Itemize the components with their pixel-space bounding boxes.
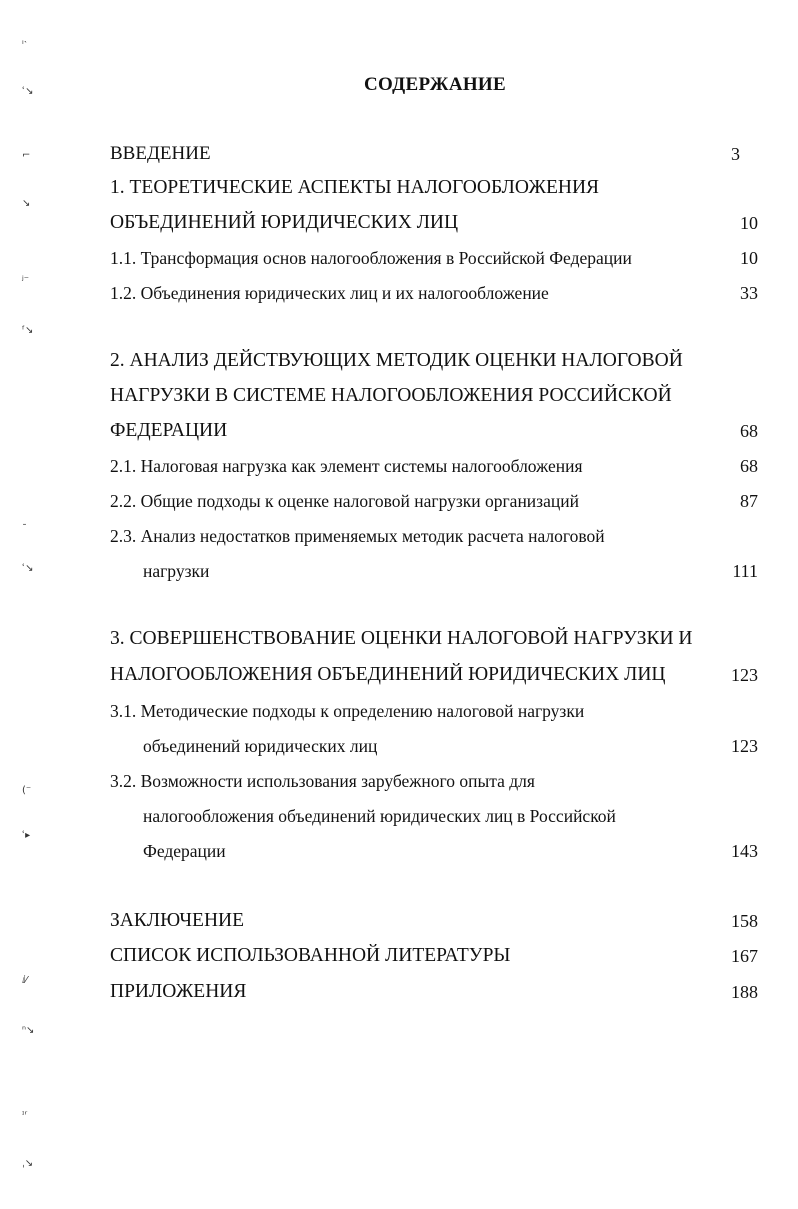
toc-section-2-1: 2.1. Налоговая нагрузка как элемент системы налогообложения — [110, 456, 583, 476]
toc-page-section-3-1: 123 — [731, 736, 758, 756]
toc-section-2-2: 2.2. Общие подходы к оценке налоговой нагрузки организаций — [110, 491, 579, 511]
toc-section-3-1-line-1: 3.1. Методические подходы к определению налоговой нагрузки — [110, 701, 585, 721]
toc-section-1-2: 1.2. Объединения юридических лиц и их налогообложение — [110, 283, 549, 303]
toc-section-2-3-line-1: 2.3. Анализ недостатков применяемых методик расчета налоговой — [110, 526, 605, 546]
toc-page-section-1-1: 10 — [740, 248, 758, 268]
page-title: СОДЕРЖАНИЕ — [364, 74, 506, 95]
toc-page-intro: 3 — [731, 144, 740, 164]
toc-page-section-1-2: 33 — [740, 283, 758, 303]
toc-page-appendices: 188 — [731, 982, 758, 1002]
toc-chapter-1-line-2: ОБЪЕДИНЕНИЙ ЮРИДИЧЕСКИХ ЛИЦ — [110, 212, 459, 233]
toc-chapter-2-line-3: ФЕДЕРАЦИИ — [110, 420, 228, 441]
toc-chapter-1-line-1: 1. ТЕОРЕТИЧЕСКИЕ АСПЕКТЫ НАЛОГООБЛОЖЕНИЯ — [110, 177, 600, 198]
toc-page-section-2-3: 111 — [732, 561, 758, 581]
toc-section-3-2-line-2: налогообложения объединений юридических лиц в Российской — [143, 806, 616, 826]
scan-mark: ʿ↘ — [22, 563, 34, 574]
toc-entry-appendices: ПРИЛОЖЕНИЯ — [110, 981, 247, 1002]
toc-page-chapter-2: 68 — [740, 421, 758, 441]
scan-mark: ⌐ — [22, 150, 31, 161]
toc-chapter-3-line-1: 3. СОВЕРШЕНСТВОВАНИЕ ОЦЕНКИ НАЛОГОВОЙ НАГРУЗКИ И — [110, 628, 693, 649]
scan-mark: ᶦʳ — [22, 1110, 28, 1121]
toc-section-2-3-line-2: нагрузки — [143, 561, 210, 581]
scan-mark: ᵢ˴ — [22, 36, 28, 47]
toc-section-3-1-line-2: объединений юридических лиц — [143, 736, 378, 756]
toc-section-1-1: 1.1. Трансформация основ налогообложения в Российской Федерации — [110, 248, 632, 268]
toc-entry-conclusion: ЗАКЛЮЧЕНИЕ — [110, 910, 245, 931]
toc-page-section-2-2: 87 — [740, 491, 758, 511]
toc-chapter-3-line-2: НАЛОГООБЛОЖЕНИЯ ОБЪЕДИНЕНИЙ ЮРИДИЧЕСКИХ ЛИЦ — [110, 664, 666, 685]
toc-entry-references: СПИСОК ИСПОЛЬЗОВАННОЙ ЛИТЕРАТУРЫ — [110, 945, 511, 966]
scan-mark: ʿ↘ — [22, 86, 34, 97]
toc-section-3-2-line-1: 3.2. Возможности использования зарубежного опыта для — [110, 771, 535, 791]
toc-section-3-2-line-3: Федерации — [143, 841, 226, 861]
scan-mark: ʲ⁻ — [22, 275, 30, 286]
toc-page-conclusion: 158 — [731, 911, 758, 931]
scan-mark: ᶠ↘ — [22, 325, 34, 336]
scan-mark: ⅈ⁄ — [22, 975, 28, 986]
scan-mark: ʿ▸ — [22, 830, 31, 841]
scan-mark: ⁿ↘ — [22, 1025, 35, 1036]
toc-entry-intro: ВВЕДЕНИЕ — [110, 143, 211, 164]
scan-mark: ˌ↘ — [22, 1158, 34, 1169]
scan-mark: ↘ — [22, 198, 31, 209]
scan-mark: (⁻ — [22, 785, 32, 796]
toc-page-section-2-1: 68 — [740, 456, 758, 476]
toc-chapter-2-line-1: 2. АНАЛИЗ ДЕЙСТВУЮЩИХ МЕТОДИК ОЦЕНКИ НАЛОГОВОЙ — [110, 350, 683, 371]
scan-mark: ˍ — [22, 515, 27, 526]
toc-page-references: 167 — [731, 946, 758, 966]
toc-page-chapter-3: 123 — [731, 665, 758, 685]
toc-chapter-2-line-2: НАГРУЗКИ В СИСТЕМЕ НАЛОГООБЛОЖЕНИЯ РОССИЙСКОЙ — [110, 385, 672, 406]
toc-page-section-3-2: 143 — [731, 841, 758, 861]
toc-page-chapter-1: 10 — [740, 213, 758, 233]
